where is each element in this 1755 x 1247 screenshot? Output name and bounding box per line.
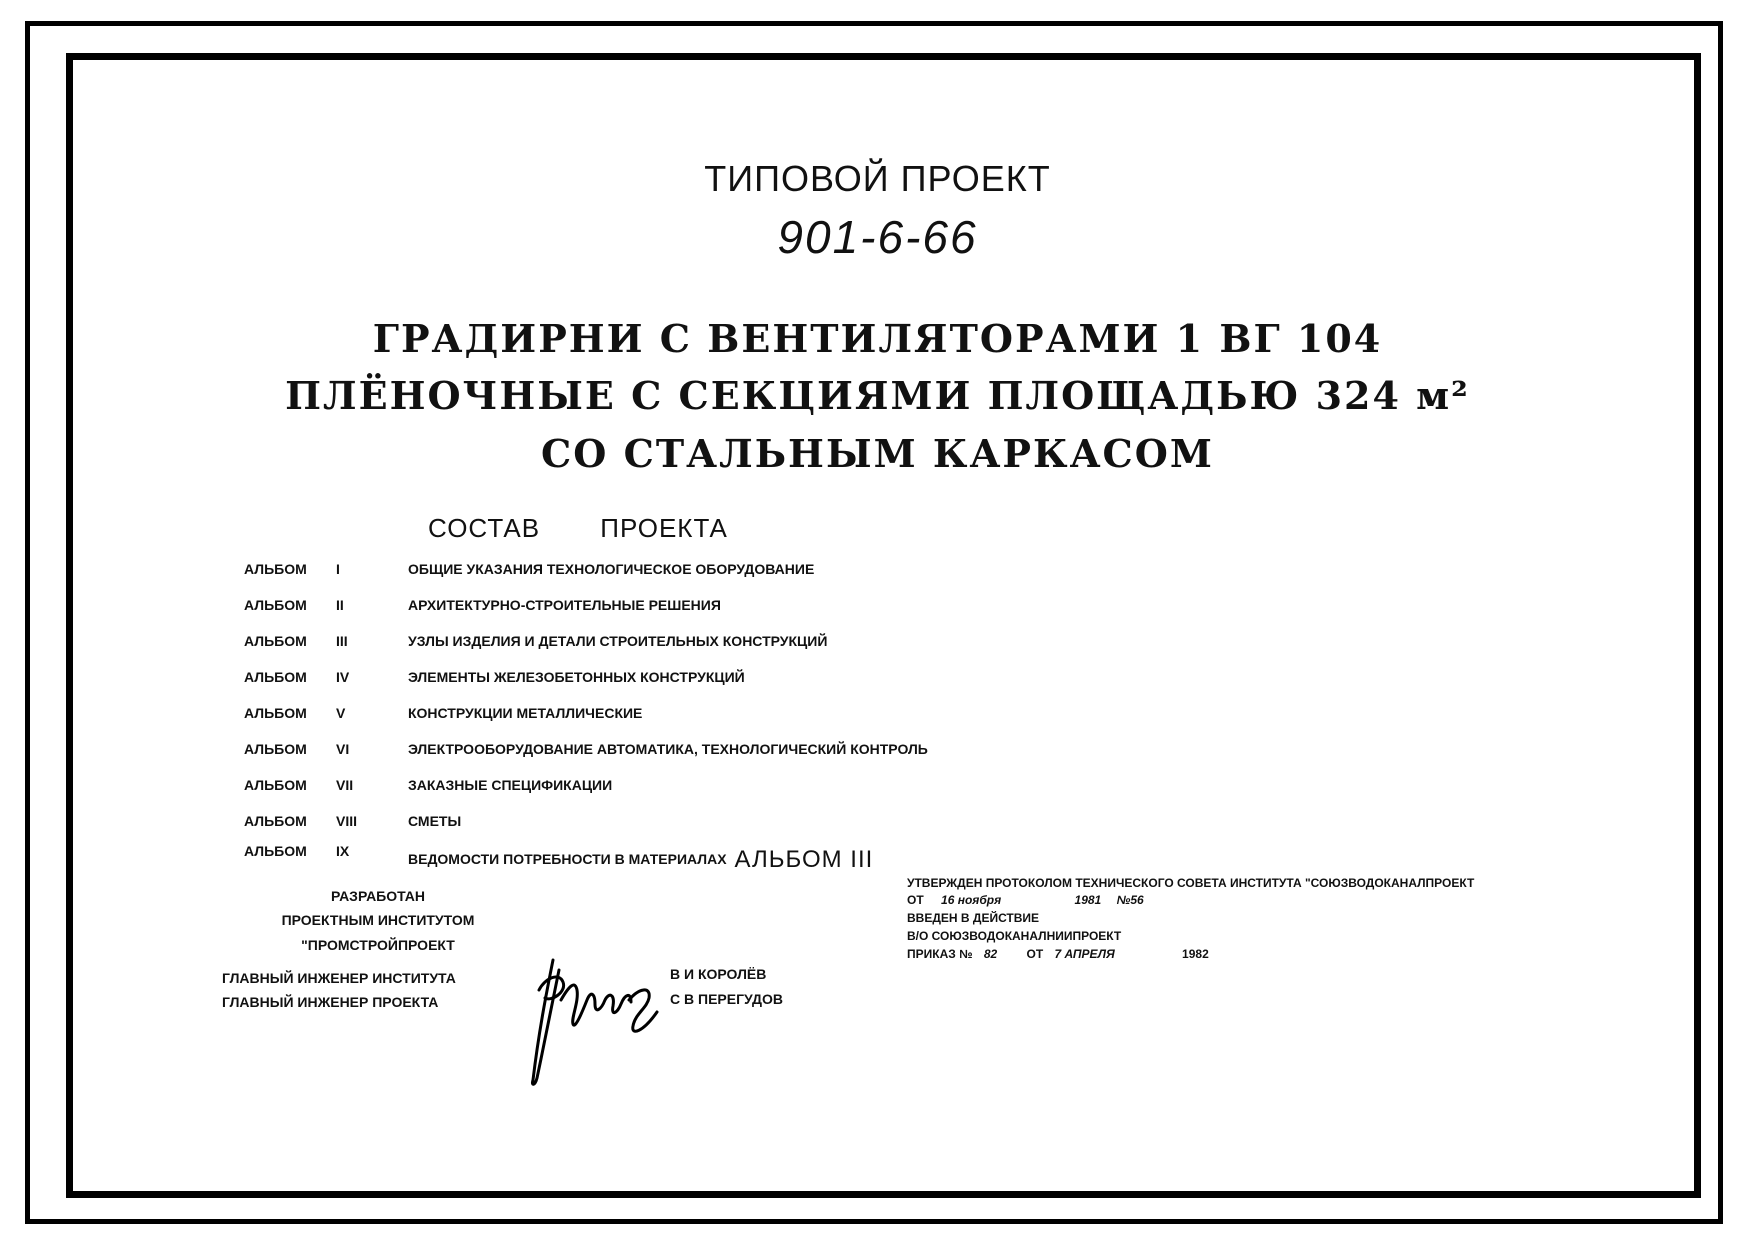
album-label: АЛЬБОМ: [244, 777, 307, 793]
contents-heading-word-1: СОСТАВ: [428, 513, 541, 543]
title-line-3: СО СТАЛЬНЫМ КАРКАСОМ: [541, 431, 1214, 476]
album-number: VII: [336, 777, 354, 793]
order-from-label: ОТ: [1026, 947, 1044, 961]
approval-line-4: В/О СОЮЗВОДОКАНАЛНИИПРОЕКТ: [907, 929, 1122, 943]
album-label: АЛЬБОМ: [244, 561, 307, 577]
approval-from-label: ОТ: [907, 893, 924, 907]
album-label: АЛЬБОМ: [244, 813, 307, 829]
developer-line-1: РАЗРАБОТАН: [330, 888, 426, 904]
approval-date: 16 ноября: [941, 893, 1002, 907]
order-date: 7 АПРЕЛЯ: [1054, 947, 1115, 961]
project-code: 901-6-66: [777, 211, 978, 263]
approval-protocol-number: №56: [1116, 893, 1144, 907]
album-label: АЛЬБОМ: [244, 669, 307, 685]
order-year: 1982: [1182, 947, 1209, 961]
album-number: IX: [336, 843, 350, 859]
signatory-name: С В ПЕРЕГУДОВ: [670, 991, 783, 1007]
document-kicker: ТИПОВОЙ ПРОЕКТ: [704, 158, 1051, 199]
title-line-1: ГРАДИРНИ С ВЕНТИЛЯТОРАМИ 1 ВГ 104: [372, 316, 1383, 361]
order-number: 82: [983, 947, 998, 961]
album-number: II: [336, 597, 344, 613]
signatory-role: ГЛАВНЫЙ ИНЖЕНЕР ПРОЕКТА: [222, 994, 439, 1010]
album-description: [408, 843, 873, 871]
album-label: АЛЬБОМ: [244, 843, 307, 859]
album-number: VIII: [336, 813, 358, 829]
album-label: АЛЬБОМ: [244, 741, 307, 757]
album-label: АЛЬБОМ: [244, 633, 307, 649]
signatory-role: ГЛАВНЫЙ ИНЖЕНЕР ИНСТИТУТА: [222, 970, 456, 986]
volume-stamp: АЛЬБОМ III: [734, 846, 874, 873]
album-number: I: [336, 561, 340, 577]
album-description-text: ВЕДОМОСТИ ПОТРЕБНОСТИ В МАТЕРИАЛАХ: [408, 851, 727, 867]
album-description: ЗАКАЗНЫЕ СПЕЦИФИКАЦИИ: [408, 777, 613, 793]
album-description: ОБЩИЕ УКАЗАНИЯ ТЕХНОЛОГИЧЕСКОЕ ОБОРУДОВАНИЕ: [408, 561, 815, 577]
album-description: СМЕТЫ: [408, 813, 462, 829]
album-label: АЛЬБОМ: [244, 705, 307, 721]
album-number: III: [336, 633, 348, 649]
signatory-name: В И КОРОЛЁВ: [670, 966, 767, 982]
contents-heading-word-2: ПРОЕКТА: [600, 513, 728, 543]
album-description: КОНСТРУКЦИИ МЕТАЛЛИЧЕСКИЕ: [408, 705, 643, 721]
album-label: АЛЬБОМ: [244, 597, 307, 613]
order-label: ПРИКАЗ №: [907, 947, 973, 961]
handwritten-signature: [525, 950, 670, 1090]
contents-heading: [428, 513, 728, 544]
approval-line-3: ВВЕДЕН В ДЕЙСТВИЕ: [907, 911, 1040, 925]
album-description: АРХИТЕКТУРНО-СТРОИТЕЛЬНЫЕ РЕШЕНИЯ: [408, 597, 721, 613]
album-description: ЭЛЕКТРООБОРУДОВАНИЕ АВТОМАТИКА, ТЕХНОЛОГИЧЕСКИЙ КОНТРОЛЬ: [408, 741, 928, 757]
album-description: ЭЛЕМЕНТЫ ЖЕЛЕЗОБЕТОННЫХ КОНСТРУКЦИЙ: [408, 669, 745, 685]
approval-line-5: [907, 947, 1209, 961]
approval-year: 1981: [1074, 893, 1102, 907]
approval-line-2: [907, 893, 1144, 907]
developer-line-3: "ПРОМСТРОЙПРОЕКТ: [301, 937, 455, 953]
approval-line-1: УТВЕРЖДЕН ПРОТОКОЛОМ ТЕХНИЧЕСКОГО СОВЕТА ИНСТИТУТА "СОЮЗВОДОКАНАЛПРОЕКТ: [907, 876, 1475, 890]
developer-line-2: ПРОЕКТНЫМ ИНСТИТУТОМ: [281, 912, 475, 928]
album-number: IV: [336, 669, 350, 685]
album-number: V: [336, 705, 346, 721]
album-description: УЗЛЫ ИЗДЕЛИЯ И ДЕТАЛИ СТРОИТЕЛЬНЫХ КОНСТРУКЦИЙ: [408, 633, 828, 649]
title-line-2: ПЛЁНОЧНЫЕ С СЕКЦИЯМИ ПЛОЩАДЬЮ 324 м²: [285, 373, 1470, 418]
album-number: VI: [336, 741, 350, 757]
